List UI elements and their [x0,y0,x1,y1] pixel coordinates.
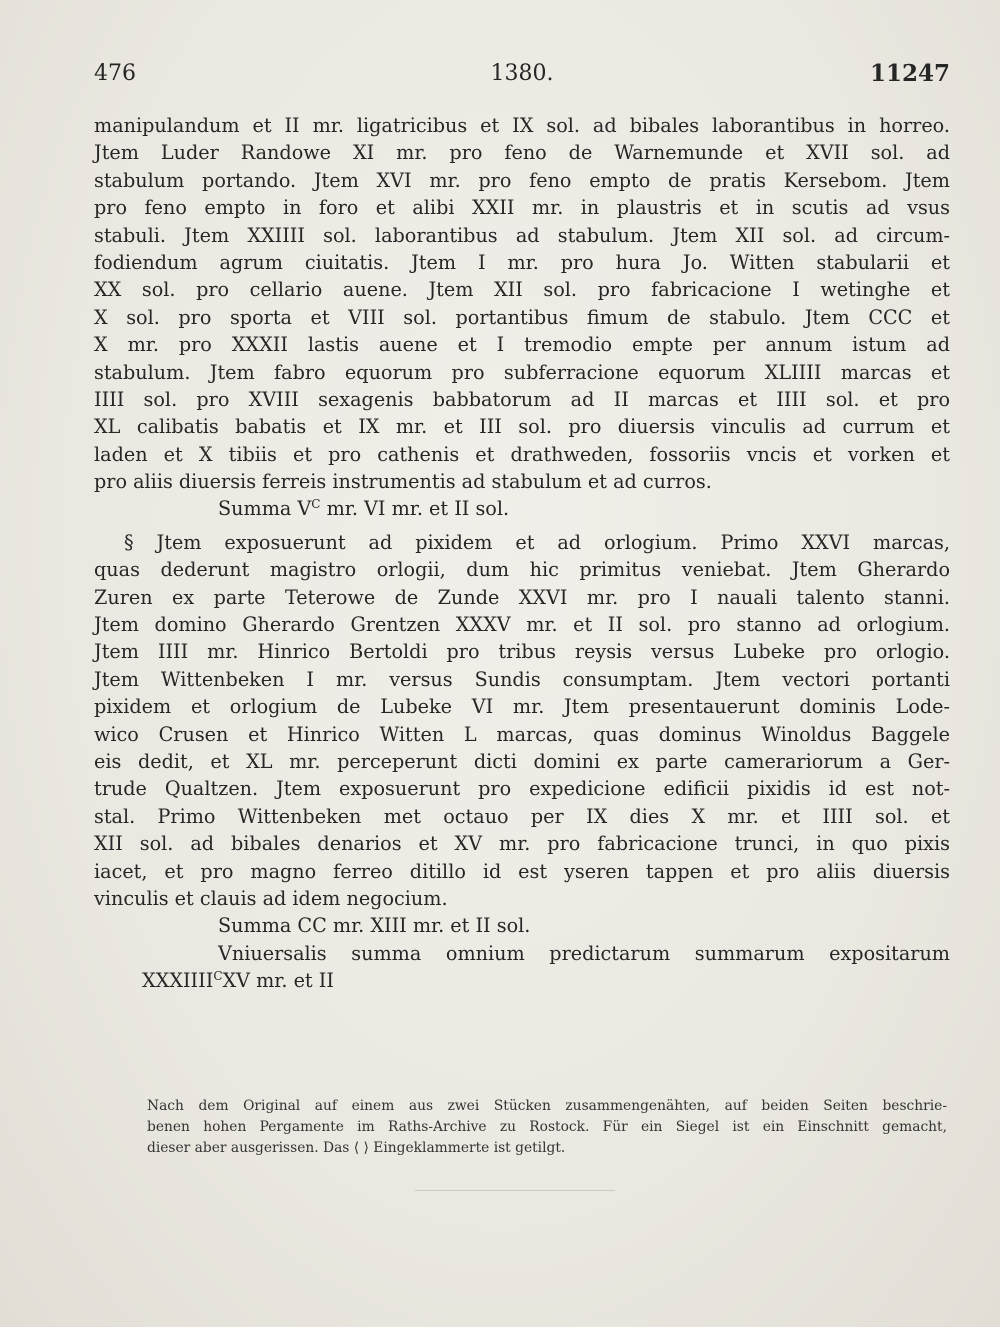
page-number: 476 [94,61,136,86]
paragraph1-line: XX sol. pro cellario auene. Jtem XII sol. pro fabricacione I wetinghe et [94,278,950,302]
universal-sum-total: $XXXIIII^CXV$ mr. et II [142,969,334,993]
paragraph2-line: quas dederunt magistro orlogii, dum hic primitus veniebat. Jtem Gherardo [94,558,950,582]
paragraph-stable-expenses [94,112,950,495]
paragraph1-line: XL calibatis babatis et IX mr. et III sol. pro diuersis vinculis ad currum et [94,415,950,439]
year-heading: 1380. [490,61,554,86]
main-text [94,112,950,995]
paragraph1-line: stabuli. Jtem XXIIII sol. laborantibus ad stabulum. Jtem XII sol. ad circum- [94,223,950,247]
paragraph-clock-expenses [94,529,950,912]
footnote [147,1096,947,1159]
paragraph1-line: fodiendum agrum ciuitatis. Jtem I mr. pro hura Jo. Witten stabularii et [94,250,950,274]
summa-line-2: Summa CC mr. XIII mr. et II sol. [218,914,531,938]
paragraph2-line: eis dedit, et XL mr. perceperunt dicti domini ex parte camerariorum a Ger- [94,749,950,773]
paragraph2-line: Zuren ex parte Teterowe de Zunde XXVI mr. pro I nauali talento stanni. [94,585,950,609]
paragraph1-line: IIII sol. pro XVIII sexagenis babbatorum ad II marcas et IIII sol. et pro [94,387,950,411]
paragraph2-line: iacet, et pro magno ferreo ditillo id est yseren tappen et pro aliis diuersis [94,859,950,883]
paragraph1-line: manipulandum et II mr. ligatricibus et IX sol. ad bibales laborantibus in horreo. [94,114,950,137]
paragraph2-line: trude Qualtzen. Jtem exposuerunt pro expedicione edificii pixidis id est not- [94,777,950,801]
paragraph1-line: laden et X tibiis et pro cathenis et drathweden, fossoriis vncis et vorken et [94,442,950,466]
page-header [94,56,950,92]
paragraph1-line: X sol. pro sporta et VIII sol. portantibus fimum de stabulo. Jtem CCC et [94,305,950,329]
paragraph2-line: stal. Primo Wittenbeken met octauo per IX dies X mr. et IIII sol. et [94,804,950,828]
paragraph2-line: Jtem IIII mr. Hinrico Bertoldi pro tribus reysis versus Lubeke pro orlogio. [94,640,950,664]
paragraph1-line: Jtem Luder Randowe XI mr. pro feno de Warnemunde et XVII sol. ad [94,141,950,165]
paragraph2-line: wico Crusen et Hinrico Witten L marcas, quas dominus Winoldus Baggele [94,722,950,746]
document-number: 11247 [869,60,950,87]
paragraph1-line: pro feno empto in foro et alibi XXII mr. in plaustris et in scutis ad vsus [94,196,950,220]
summa-line-1: Summa $V^C$ mr. VI mr. et II sol. [218,497,510,521]
paragraph2-line: XII sol. ad bibales denarios et XV mr. pro fabricacione trunci, in quo pixis [94,832,950,856]
footnote-line: Nach dem Original auf einem aus zwei Stücken zusammengenähten, auf beiden Seiten beschrie- [147,1098,947,1114]
universal-sum-line: Vniuersalis summa omnium predictarum summarum expositarum [218,941,950,965]
paragraph2-line: Jtem Wittenbeken I mr. versus Sundis consumptam. Jtem vectori portanti [94,667,950,691]
paragraph1-line: stabulum portando. Jtem XVI mr. pro feno empto de pratis Kersebom. Jtem [94,168,950,192]
footnote-line: dieser aber ausgerissen. Das ⟨ ⟩ Eingeklammerte ist getilgt. [147,1140,566,1156]
paragraph2-line: Jtem domino Gherardo Grentzen XXXV mr. et II sol. pro stanno ad orlogium. [94,613,950,637]
paragraph2-line: vinculis et clauis ad idem negocium. [94,886,448,910]
paragraph2-line: pixidem et orlogium de Lubeke VI mr. Jtem presentauerunt dominis Lode- [94,695,950,719]
footnote-line: benen hohen Pergamente im Raths-Archive zu Rostock. Für ein Siegel ist ein Einschnitt gemacht, [147,1119,947,1135]
paragraph2-line: § Jtem exposuerunt ad pixidem et ad orlogium. Primo XXVI marcas, [124,530,950,554]
paragraph1-line: stabulum. Jtem fabro equorum pro subferracione equorum XLIIII marcas et [94,360,950,384]
paragraph1-line: pro aliis diuersis ferreis instrumentis ad stabulum et ad curros. [94,470,712,494]
paragraph1-line: X mr. pro XXXII lastis auene et I tremodio empte per annum istum ad [94,333,950,357]
bleed-through-mark [415,1190,615,1191]
